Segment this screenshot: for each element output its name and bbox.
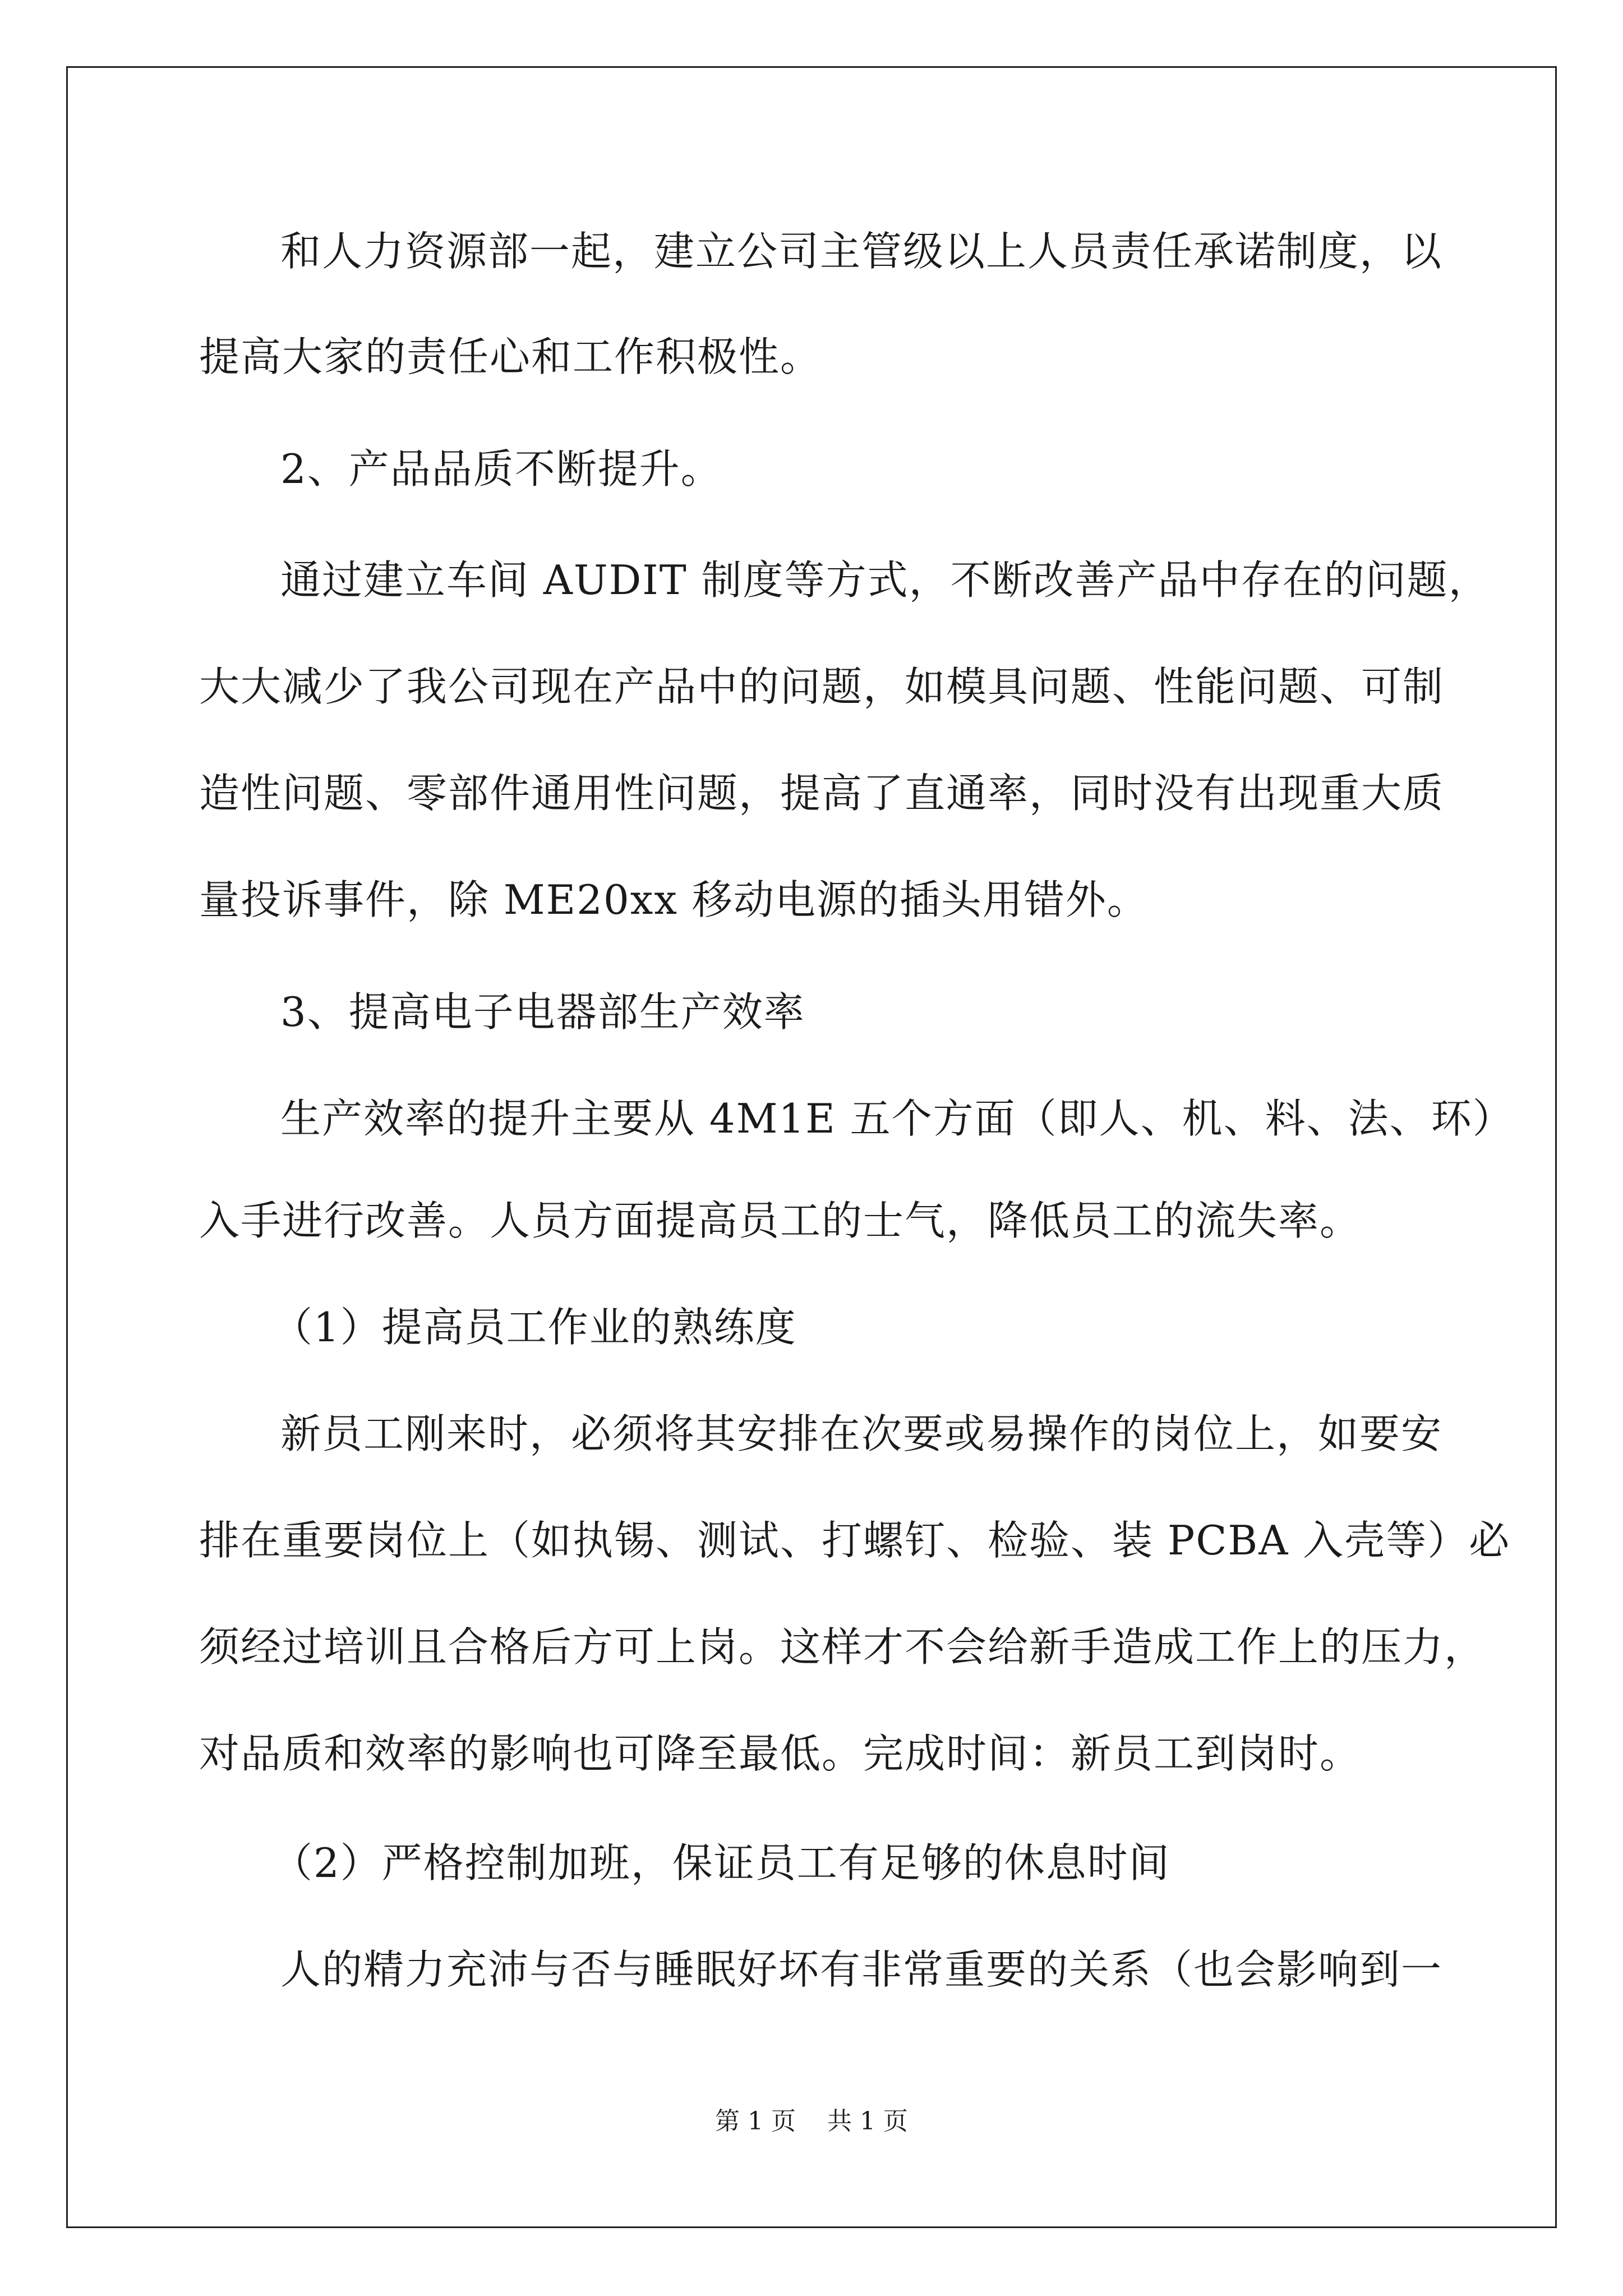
page-number: 第 1 页 — [715, 2107, 796, 2136]
page-footer — [0, 2101, 1623, 2137]
body-line: 人的精力充沛与否与睡眠好坏有非常重要的关系（也会影响到一 — [280, 1946, 1443, 1993]
body-line: 提高大家的责任心和工作积极性。 — [199, 333, 822, 380]
subsection-heading: （1）提高员工作业的熟练度 — [272, 1304, 797, 1351]
body-line: 对品质和效率的影响也可降至最低。完成时间：新员工到岗时。 — [199, 1730, 1362, 1777]
body-line: 和人力资源部一起，建立公司主管级以上人员责任承诺制度，以 — [280, 228, 1443, 275]
page-border — [66, 66, 1557, 2228]
body-line: 生产效率的提升主要从 4M1E 五个方面（即人、机、料、法、环） — [280, 1095, 1514, 1142]
body-line: 须经过培训且合格后方可上岗。这样才不会给新手造成工作上的压力， — [199, 1623, 1486, 1671]
section-heading: 2、产品品质不断提升。 — [280, 445, 722, 493]
body-line: 通过建立车间 AUDIT 制度等方式，不断改善产品中存在的问题， — [280, 556, 1490, 604]
body-line: 新员工刚来时，必须将其安排在次要或易操作的岗位上，如要安 — [280, 1410, 1443, 1457]
section-heading: 3、提高电子电器部生产效率 — [280, 988, 805, 1036]
body-line: 入手进行改善。人员方面提高员工的士气，降低员工的流失率。 — [199, 1197, 1362, 1244]
body-line: 造性问题、零部件通用性问题，提高了直通率，同时没有出现重大质 — [199, 770, 1445, 817]
body-line: 排在重要岗位上（如执锡、测试、打螺钉、检验、装 PCBA 入壳等）必 — [199, 1517, 1511, 1564]
subsection-heading: （2）严格控制加班，保证员工有足够的休息时间 — [272, 1839, 1170, 1887]
page-total: 共 1 页 — [827, 2107, 908, 2136]
body-line: 量投诉事件，除 ME20xx 移动电源的插头用错外。 — [199, 876, 1149, 923]
body-line: 大大减少了我公司现在产品中的问题，如模具问题、性能问题、可制 — [199, 663, 1445, 710]
